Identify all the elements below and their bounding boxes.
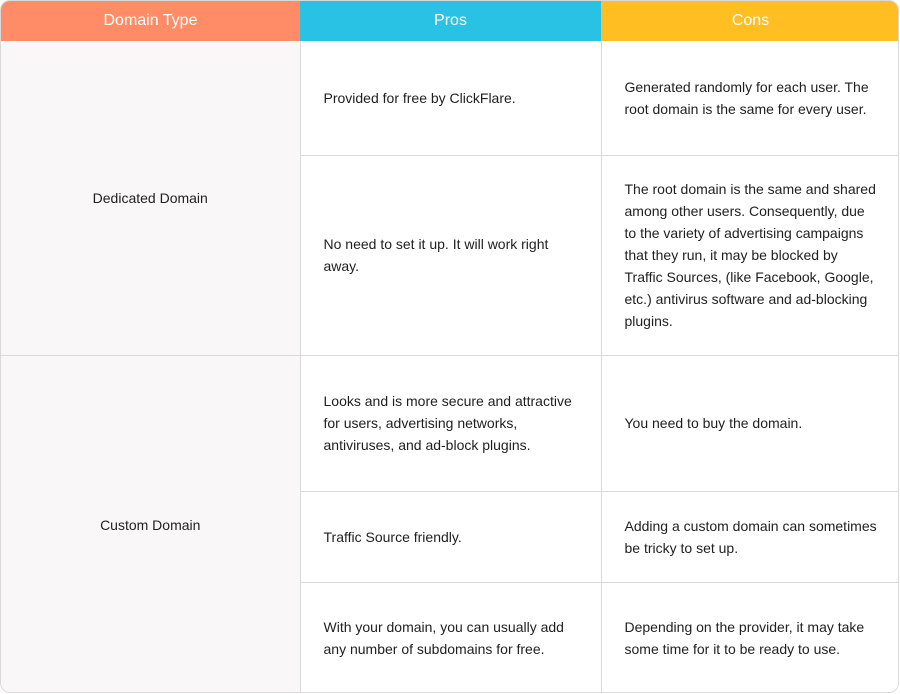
con-cell: Generated randomly for each user. The root domain is the same for every user. (601, 41, 899, 155)
domain-type-dedicated: Dedicated Domain (1, 41, 300, 355)
con-cell: Depending on the provider, it may take some time for it to be ready to use. (601, 582, 899, 693)
con-cell: You need to buy the domain. (601, 355, 899, 491)
header-row (1, 1, 899, 41)
pro-cell: No need to set it up. It will work right away. (300, 155, 601, 355)
table-row (1, 41, 899, 155)
comparison-table (1, 1, 899, 693)
header-pros: Pros (300, 1, 601, 41)
table-row (1, 355, 899, 491)
pro-cell: With your domain, you can usually add any number of subdomains for free. (300, 582, 601, 693)
header-domain-type: Domain Type (1, 1, 300, 41)
con-cell: Adding a custom domain can sometimes be tricky to set up. (601, 491, 899, 582)
con-cell: The root domain is the same and shared among other users. Consequently, due to the variety of advertising campaigns that they run, it may be blocked by Traffic Sources, (like Facebook, Google, etc.) antivirus software and ad-blocking plugins. (601, 155, 899, 355)
pro-cell: Traffic Source friendly. (300, 491, 601, 582)
domain-type-custom: Custom Domain (1, 355, 300, 693)
header-cons: Cons (601, 1, 899, 41)
pro-cell: Provided for free by ClickFlare. (300, 41, 601, 155)
pro-cell: Looks and is more secure and attractive for users, advertising networks, antiviruses, and ad-block plugins. (300, 355, 601, 491)
